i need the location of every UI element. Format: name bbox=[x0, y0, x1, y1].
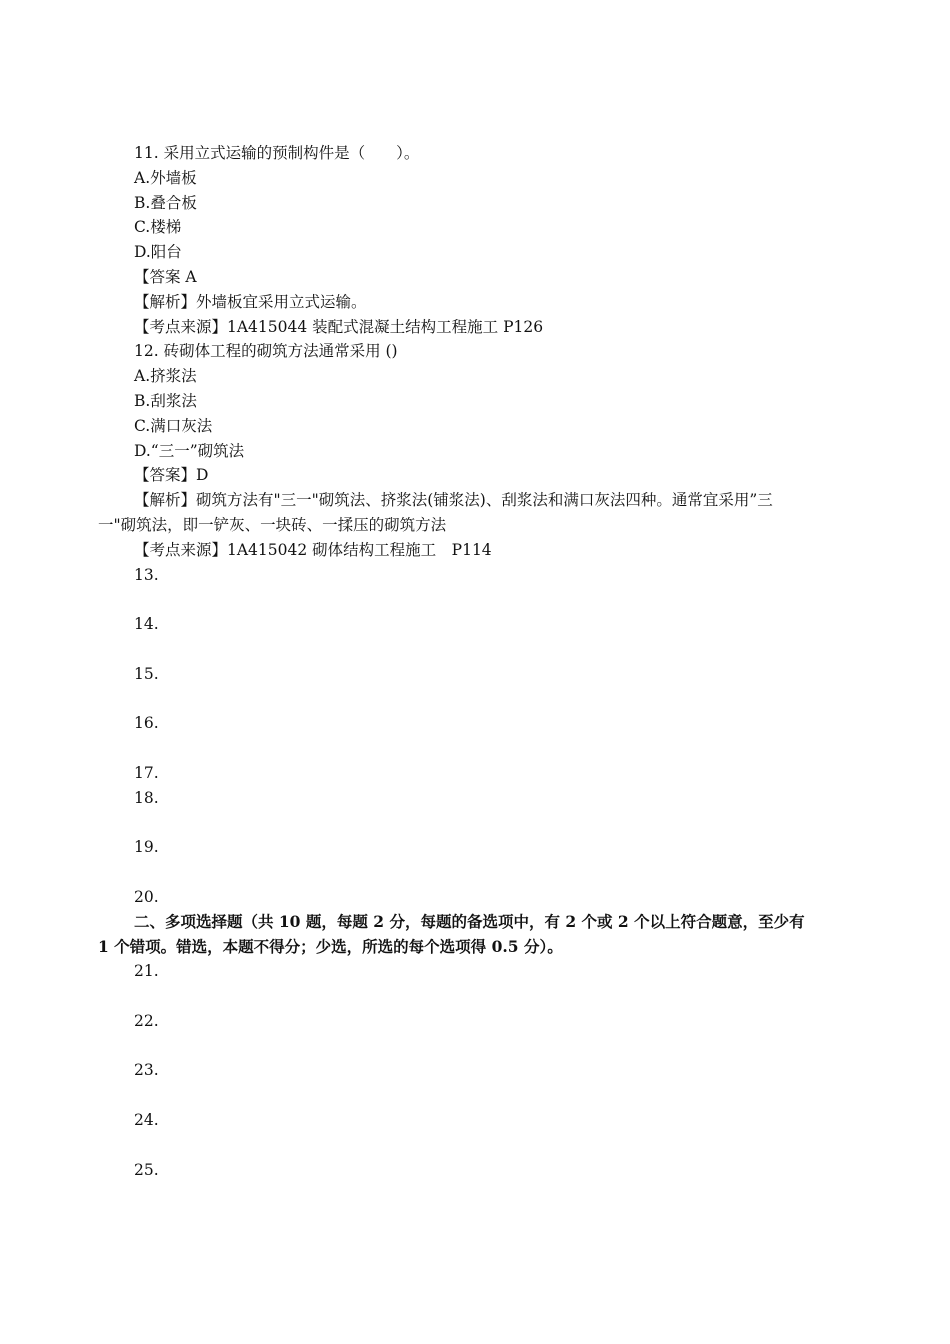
spacer bbox=[98, 1133, 870, 1158]
question-11-option-b: B.叠合板 bbox=[134, 193, 197, 212]
question-number-22: 22. bbox=[134, 1011, 159, 1030]
spacer bbox=[98, 637, 870, 662]
question-number-21: 21. bbox=[134, 962, 159, 981]
question-11-option-c: C.楼梯 bbox=[134, 218, 182, 237]
spacer bbox=[98, 587, 870, 612]
question-number-18: 18. bbox=[134, 788, 159, 807]
question-12-analysis-line-2: 一"砌筑法，即一铲灰、一块砖、一揉压的砌筑方法 bbox=[98, 515, 447, 534]
question-number-17: 17. bbox=[134, 763, 159, 782]
question-11-stem: 11. 采用立式运输的预制构件是（ ）。 bbox=[134, 144, 420, 162]
question-number-14: 14. bbox=[134, 615, 159, 634]
question-11-option-a: A.外墙板 bbox=[134, 168, 197, 187]
spacer bbox=[98, 984, 870, 1009]
question-12-option-d: D.“三一”砌筑法 bbox=[134, 441, 245, 460]
question-11-answer: 【答案 A bbox=[134, 267, 197, 286]
question-number-24: 24. bbox=[134, 1111, 159, 1130]
question-12-stem: 12. 砖砌体工程的砌筑方法通常采用 () bbox=[134, 342, 398, 361]
question-number-20: 20. bbox=[134, 887, 159, 906]
question-12-analysis bbox=[98, 488, 870, 538]
spacer bbox=[98, 1083, 870, 1108]
spacer bbox=[98, 811, 870, 836]
question-12-option-b: B.刮浆法 bbox=[134, 391, 197, 410]
question-number-19: 19. bbox=[134, 838, 159, 857]
question-12-answer: 【答案】D bbox=[134, 466, 209, 485]
question-12-option-c: C.满口灰法 bbox=[134, 416, 213, 435]
section-2-heading-line-1: 二、多项选择题（共 10 题，每题 2 分，每题的备选项中，有 2 个或 2 个以上符合题意，至少有 bbox=[134, 911, 805, 931]
section-2-heading bbox=[98, 910, 870, 960]
question-11-source: 【考点来源】1A415044 装配式混凝土结构工程施工 P126 bbox=[134, 317, 544, 336]
spacer bbox=[98, 736, 870, 761]
spacer bbox=[98, 860, 870, 885]
question-number-23: 23. bbox=[134, 1061, 159, 1080]
question-11-analysis: 【解析】外墙板宜采用立式运输。 bbox=[134, 292, 367, 311]
question-number-13: 13. bbox=[134, 565, 159, 584]
question-12-option-a: A.挤浆法 bbox=[134, 367, 197, 386]
question-12-source: 【考点来源】1A415042 砌体结构工程施工 P114 bbox=[134, 540, 492, 559]
spacer bbox=[98, 687, 870, 712]
section-2-heading-line-2: 1 个错项。错选，本题不得分；少选，所选的每个选项得 0.5 分）。 bbox=[98, 936, 563, 956]
page-content bbox=[98, 141, 870, 1182]
question-11-option-d: D.阳台 bbox=[134, 243, 182, 262]
question-number-25: 25. bbox=[134, 1160, 159, 1179]
spacer bbox=[98, 1034, 870, 1059]
question-number-16: 16. bbox=[134, 714, 159, 733]
question-12-analysis-line-1: 【解析】砌筑方法有"三一"砌筑法、挤浆法(铺浆法)、刮浆法和满口灰法四种。通常宜采用”三 bbox=[134, 491, 773, 510]
question-number-15: 15. bbox=[134, 664, 159, 683]
